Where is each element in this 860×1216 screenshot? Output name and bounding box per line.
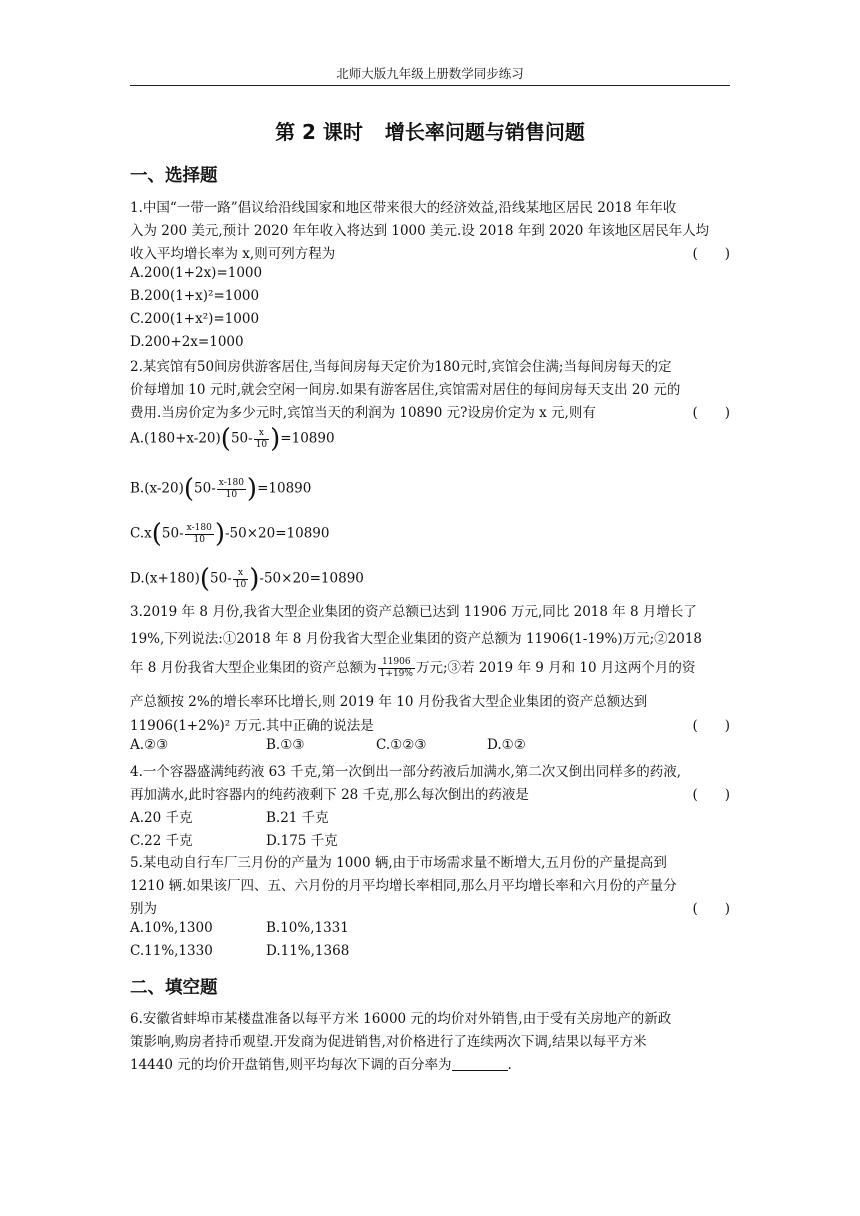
q1-option-b: B.200(1+x)²=1000 (130, 288, 260, 304)
q1-stem-end: 收入平均增长率为 x,则可列方程为 (130, 246, 336, 262)
q2-answer-paren: ( ) (692, 405, 730, 421)
q2-option-c: C.x(50- $\frac{x-180}{10}$ )-50×20=10890 (130, 519, 330, 549)
section-choice-heading: 一、选择题 (130, 166, 218, 186)
q3-line-5 (130, 714, 730, 734)
q3-option-d: D.①② (487, 737, 526, 753)
q2-c-fraction: $\frac{x-180}{10}$ (186, 522, 212, 545)
q6-line-3: 14440 元的均价开盘销售,则平均每次下调的百分率为 . (130, 1057, 512, 1073)
q2-stem-end: 费用.当房价定为多少元时,宾馆当天的利润为 10890 元?设房价定为 x 元,则有 (130, 405, 596, 421)
q5-stem-end: 别为 (130, 901, 157, 917)
q1-option-d: D.200+2x=1000 (130, 334, 244, 350)
q2-a-fraction: $\frac{x}{10}$ (255, 427, 268, 450)
q3-line-4: 产总额按 2%的增长率环比增长,则 2019 年 10 月份我省大型企业集团的资产总额达到 (130, 694, 648, 710)
lesson-number: 第 2 课时 (275, 120, 363, 144)
q4-option-b: B.21 千克 (266, 810, 329, 826)
q2-option-a: A.(180+x-20)(50- $\frac{x}{10}$ )=10890 (130, 424, 335, 454)
q5-option-d: D.11%,1368 (266, 943, 350, 959)
q1-option-a: A.200(1+2x)=1000 (130, 265, 263, 281)
q2-line-2: 价每增加 10 元时,就会空闲一间房.如果有游客居住,宾馆需对居住的每间房每天支出 20 元的 (130, 382, 681, 398)
q3-option-c: C.①②③ (376, 737, 427, 753)
lesson-title (130, 116, 730, 145)
q2-line-3 (130, 401, 730, 421)
q2-d-fraction: $\frac{x}{10}$ (234, 567, 247, 590)
q1-line-3 (130, 242, 730, 262)
q3-option-a: A.②③ (130, 737, 169, 753)
q1-option-c: C.200(1+x²)=1000 (130, 311, 260, 327)
q5-line-3 (130, 897, 730, 917)
lesson-topic: 增长率问题与销售问题 (384, 120, 585, 144)
q3-fraction: $\frac{11906}{1+19\%}$ (379, 657, 413, 679)
q2-line-1: 2.某宾馆有50间房供游客居住,当每间房每天定价为180元时,宾馆会住满;当每间房每天的定 (130, 359, 672, 375)
q2-b-fraction: $\frac{x-180}{10}$ (218, 477, 244, 500)
q4-option-d: D.175 千克 (266, 833, 338, 849)
q5-option-b: B.10%,1331 (266, 920, 349, 936)
q5-line-1: 5.某电动自行车厂三月份的产量为 1000 辆,由于市场需求量不断增大,五月份的产量提高到 (130, 855, 667, 871)
q5-option-c: C.11%,1330 (130, 943, 213, 959)
q5-answer-paren: ( ) (692, 901, 730, 917)
section-fill-heading: 二、填空题 (130, 978, 218, 998)
q2-option-b: B.(x-20)(50- $\frac{x-180}{10}$ )=10890 (130, 474, 312, 504)
q2-option-d: D.(x+180)(50- $\frac{x}{10}$ )-50×20=10890 (130, 564, 364, 594)
q5-line-2: 1210 辆.如果该厂四、五、六月份的月平均增长率相同,那么月平均增长率和六月份的产量分 (130, 878, 677, 894)
q3-line-1: 3.2019 年 8 月份,我省大型企业集团的资产总额已达到 11906 万元,同比 2018 年 8 月增长了 (130, 604, 697, 620)
q4-option-a: A.20 千克 (130, 810, 193, 826)
q4-line-1: 4.一个容器盛满纯药液 63 千克,第一次倒出一部分药液后加满水,第二次又倒出同样多的药液, (130, 764, 682, 780)
q4-line-2 (130, 783, 730, 803)
q5-option-a: A.10%,1300 (130, 920, 213, 936)
q6-answer-blank[interactable] (452, 1058, 508, 1071)
q4-stem-end: 再加满水,此时容器内的纯药液剩下 28 千克,那么每次倒出的药液是 (130, 787, 529, 803)
q4-answer-paren: ( ) (692, 787, 730, 803)
q3-answer-paren: ( ) (692, 718, 730, 734)
q3-stem-end: 11906(1+2%)² 万元.其中正确的说法是 (130, 718, 374, 734)
q6-line-1: 6.安徽省蚌埠市某楼盘准备以每平方米 16000 元的均价对外销售,由于受有关房地产的新政 (130, 1011, 672, 1027)
q3-line-2: 19%,下列说法:①2018 年 8 月份我省大型企业集团的资产总额为 11906(1-19%)万元;②2018 (130, 631, 702, 647)
q3-option-b: B.①③ (266, 737, 305, 753)
page-header: 北师大版九年级上册数学同步练习 (336, 66, 524, 81)
q1-line-1: 1.中国“一带一路”倡议给沿线国家和地区带来很大的经济效益,沿线某地区居民 2018 年年收 (130, 200, 677, 216)
q3-line-3: 年 8 月份我省大型企业集团的资产总额为 $\frac{11906}{1+19\%}$ 万元;③若 2019 年 9 月和 10 月这两个月的资 (130, 657, 696, 679)
header-rule (130, 85, 730, 86)
q1-line-2: 入为 200 美元,预计 2020 年年收入将达到 1000 美元.设 2018 年到 2020 年该地区居民年人均 (130, 223, 710, 239)
q6-line-2: 策影响,购房者持币观望.开发商为促进销售,对价格进行了连续两次下调,结果以每平方米 (130, 1034, 647, 1050)
q4-option-c: C.22 千克 (130, 833, 193, 849)
q1-answer-paren: ( ) (692, 246, 730, 262)
